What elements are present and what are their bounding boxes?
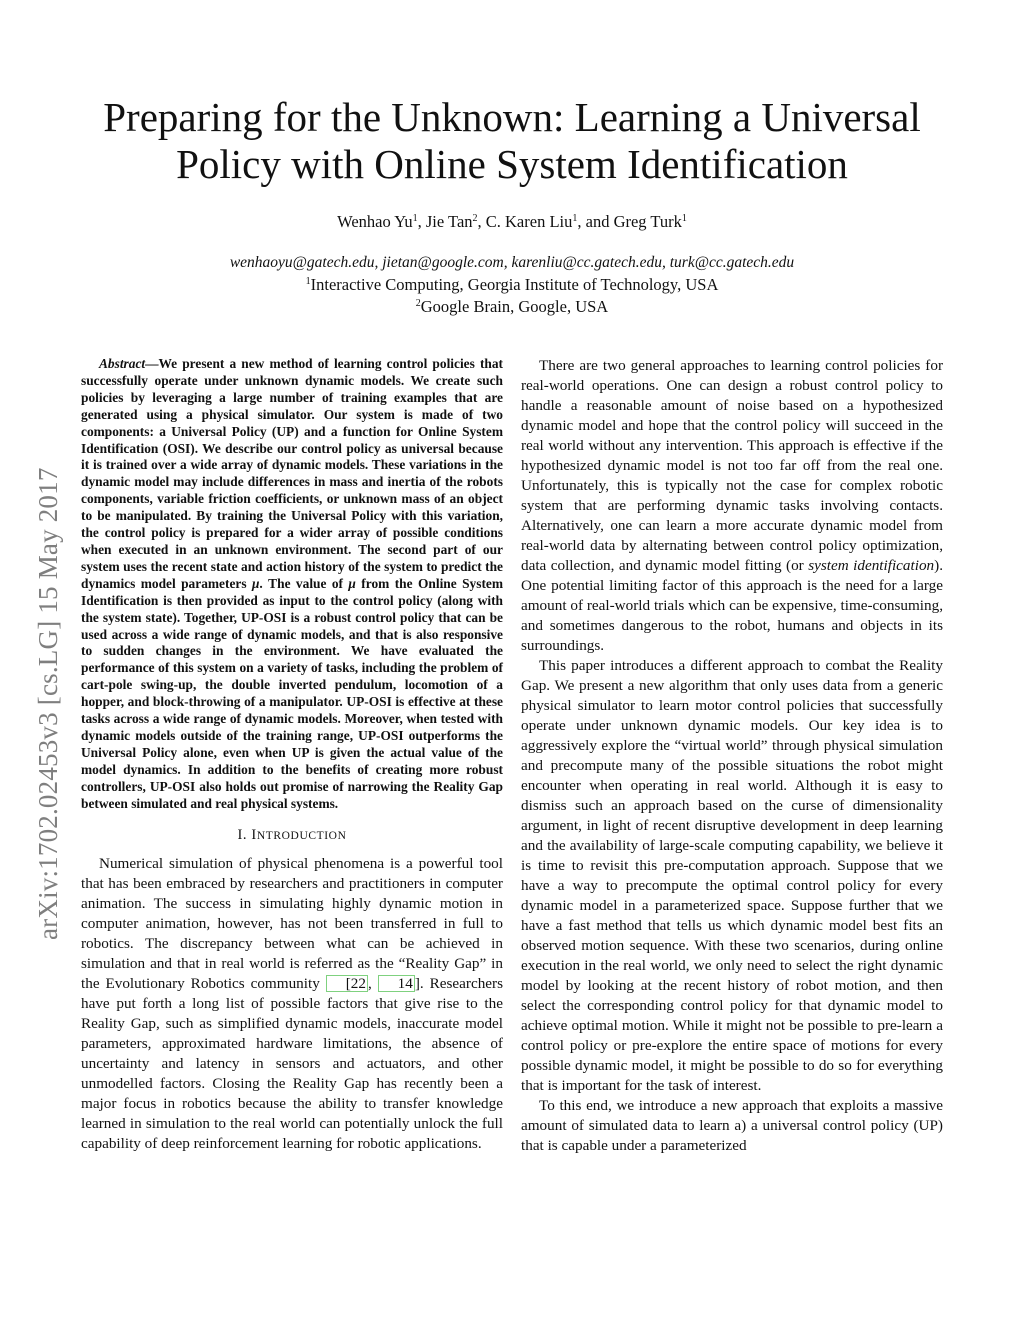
section-number: I. [237, 827, 252, 844]
title-line-1: Preparing for the Unknown: Learning a Universal [103, 94, 921, 140]
affiliation-1 [80, 274, 944, 296]
title-line-2: Policy with Online System Identification [176, 141, 848, 187]
intro-paragraph-1 [81, 854, 503, 1154]
affiliation-2 [80, 296, 944, 318]
left-column [81, 356, 503, 1154]
author-affiliation-mark: 1 [412, 213, 418, 224]
intro-text-1: Numerical simulation of physical phenomena is a powerful tool that has been embraced by researchers and practitioners in computer animation. The success in simulating highly dynamic motion in computer animation, however, has not been transferred in full to robotics. The discrepancy between what can be achieved in simulation and that in real world is referred as the “Reality Gap” in the Evolutionary Robotics community [81, 855, 503, 993]
author-emails: wenhaoyu@gatech.edu, jietan@google.com, karenliu@cc.gatech.edu, turk@cc.gatech.edu [229, 254, 795, 271]
affiliation-mark: 1 [305, 276, 311, 287]
author-affiliation-mark: 1 [572, 213, 578, 224]
mu-symbol: μ [251, 575, 260, 591]
paragraph-text: There are two general approaches to learning control policies for real-world operations. One can design a robust control policy to handle a reasonable amount of noise based on a hypothesized dynamic model and hope that the control policy will succeed in the real world without any intervention. This approach is effective if the hypothesized dynamic model is not too far off from the real one. Unfortunately, this is typically not the case for complex robotic system that are performing dynamic tasks involving contacts. Alternatively, one can learn a more accurate dynamic model from real-world data by alternating between control policy optimization, data collection, and dynamic model fitting (or [521, 357, 943, 574]
author-name: Jie Tan [425, 212, 473, 231]
author-name: Wenhao Yu [337, 212, 413, 231]
emphasized-term: system identification [808, 557, 935, 574]
body-paragraph: This paper introduces a different approach to combat the Reality Gap. We present a new algorithm that only uses data from a generic physical simulator to learn motor control policies that successfully operate under unknown dynamic models. Our key idea is to aggressively explore the “virtual world” through physical simulation and precompute many of the possible situations the robot might encounter when operating in real world. Although it is easy to dismiss such an approach based on the curse of dimensionality argument, in light of recent disruptive development in deep learning and the availability of large-scale computing capability, we believe it is time to revisit this pre-computation approach. Suppose that we have a way to precompute the optimal control policy for every dynamic model in a parameterized space. Suppose further that we have a fast method that tells us which dynamic model best fits an observed motion sequence. With these two scenarios, during online execution in the real world, we only need to select the right dynamic model by looking at the recent history of robot motion, and then select the corresponding control policy for that dynamic model to achieve optimal motion. While it might not be possible to pre-learn a control policy or pre-explore the entire space of motions for every possible dynamic model, it might be possible to do so for everything that is important for the task of interest. [521, 657, 943, 1094]
paper-title [80, 94, 944, 188]
author-separator: , and [577, 212, 614, 231]
abstract-text-2: . The value of [259, 575, 349, 591]
author-affiliation-mark: 1 [681, 213, 687, 224]
abstract [81, 356, 503, 812]
citation-separator: , [367, 975, 378, 993]
affiliation-mark: 2 [415, 298, 421, 309]
citation-link[interactable]: [22 [326, 975, 368, 992]
paragraph-text: ). One potential limiting factor of this approach is the need for a large amount of real-world trials which can be expensive, time-consuming, and sometimes dangerous to the robot, humans and objects in its surroundings. [521, 557, 943, 654]
abstract-text-3: from the Online System Identification is then provided as input to the control policy (along with the system state). Together, UP-OSI is a robust control policy that can be used across a wide range of dynamic models, and that is also responsive to sudden changes in the environment. We have evaluated the performance of this system on a variety of tasks, including the problem of cart-pole swing-up, the double inverted pendulum, locomotion of a hopper, and block-throwing of a manipulator. UP-OSI is effective at these tasks across a wide range of dynamic models. Moreover, when tested with dynamic models outside of the training range, UP-OSI outperforms the Universal Policy alone, even when UP is given the actual value of the model dynamics. In addition to the benefits of creating more robust controllers, UP-OSI also holds out promise of narrowing the Reality Gap between simulated and real physical systems. [81, 575, 504, 811]
author-list [80, 210, 944, 234]
affiliation-text: Google Brain, Google, USA [420, 297, 609, 316]
section-title-initial: I [251, 827, 257, 844]
body-paragraph: To this end, we introduce a new approach that exploits a massive amount of simulated data to learn a) a universal control policy (UP) that is capable under a parameterized [521, 1097, 943, 1154]
author-affiliation-mark: 2 [472, 213, 478, 224]
author-separator: , [477, 212, 486, 231]
citation-link[interactable]: 14 [378, 975, 415, 992]
mu-symbol: μ [348, 575, 356, 591]
affiliation-text: Interactive Computing, Georgia Institute of Technology, USA [310, 275, 719, 294]
section-heading-introduction [81, 826, 503, 845]
section-title-rest: NTRODUCTION [256, 830, 347, 843]
author-name: C. Karen Liu [485, 212, 573, 231]
arxiv-identifier: arXiv:1702.02453v3 [cs.LG] 15 May 2017 [33, 467, 63, 940]
intro-text-2: ]. Researchers have put forth a long list of possible factors that give rise to the Reality Gap, such as simplified dynamic models, inaccurate model parameters, approximated hardware limitations, the absence of uncertainty and latency in sensors and actuators, and other unmodelled factors. Closing the Reality Gap has recently been a major focus in robotics because the ability to transfer knowledge learned in simulation to the real world can potentially unlock the full capability of deep reinforcement learning for robotic applications. [81, 975, 503, 1153]
body-paragraph [521, 356, 943, 656]
author-separator: , [417, 212, 426, 231]
author-name: Greg Turk [613, 212, 682, 231]
abstract-heading: Abstract [99, 356, 146, 371]
abstract-text-1: —We present a new method of learning control policies that successfully operate under unknown dynamic models. We create such policies by leveraging a large number of training examples that are generated using a physical simulator. Our system is made of two components: a Universal Policy (UP) and a function for Online System Identification (OSI). We describe our control policy as universal because it is trained over a wide array of dynamic models. These variations in the dynamic model may include differences in mass and inertia of the robots components, variable friction coefficients, or unknown mass of an object to be manipulated. By training the Universal Policy with this variation, the control policy is prepared for a wider array of possible conditions when executed in an unknown environment. The second part of our system uses the recent state and action history of the system to predict the dynamics model parameters [81, 356, 503, 591]
right-column [521, 356, 943, 1156]
